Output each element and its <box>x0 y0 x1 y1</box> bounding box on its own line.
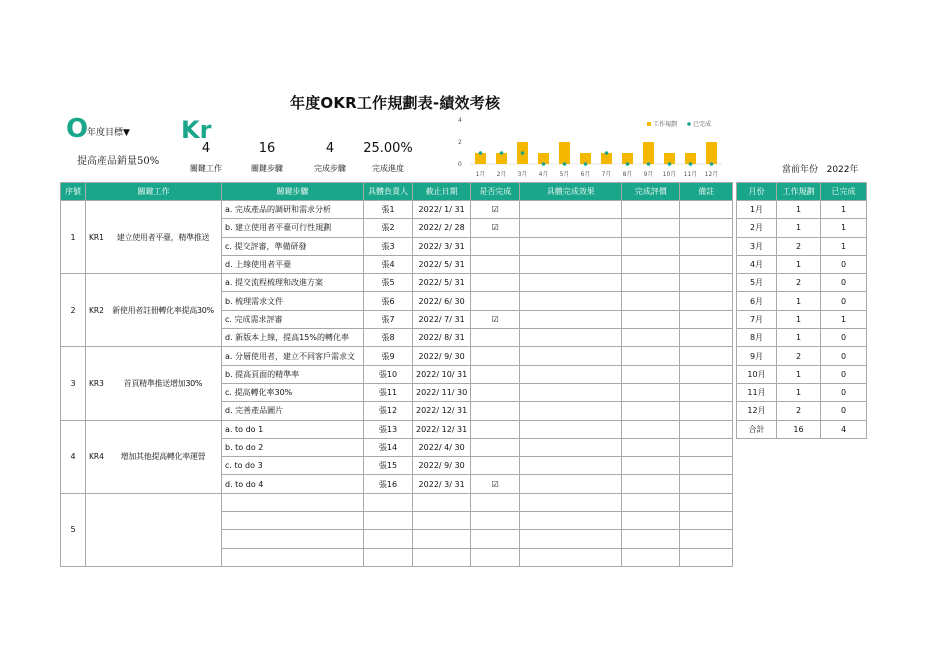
effect-cell[interactable] <box>520 530 622 548</box>
month-row <box>737 402 867 420</box>
effect-cell[interactable] <box>520 219 622 237</box>
effect-cell[interactable] <box>520 420 622 438</box>
deadline-cell[interactable] <box>413 493 471 511</box>
dot-completed <box>710 162 714 166</box>
month-cell: 4月 <box>737 255 777 273</box>
bar-planned <box>559 142 570 164</box>
legend-swatch-completed <box>687 122 691 126</box>
month-row <box>737 383 867 401</box>
done-checkbox[interactable] <box>471 292 520 310</box>
main-header-6: 具體完成效果 <box>520 183 622 201</box>
evaluation-cell[interactable] <box>622 402 680 420</box>
month-row <box>737 329 867 347</box>
key-work-cell[interactable] <box>86 493 222 566</box>
remark-cell[interactable] <box>680 347 733 365</box>
done-checkbox[interactable]: ☑ <box>471 219 520 237</box>
stat-key-steps-value: 16 <box>258 141 276 156</box>
month-cell: 1月 <box>737 201 777 219</box>
evaluation-cell[interactable] <box>622 548 680 566</box>
planned-cell: 1 <box>777 310 821 328</box>
legend-label-planned: 工作規劃 <box>653 121 678 128</box>
key-work-cell[interactable] <box>86 201 222 274</box>
planned-cell: 2 <box>777 347 821 365</box>
completed-cell: 1 <box>821 201 867 219</box>
step-cell[interactable]: a. 分層使用者，建立不同客戶需求文 <box>222 347 364 365</box>
dot-completed <box>626 162 630 166</box>
owner-cell[interactable]: 張9 <box>364 347 413 365</box>
effect-cell[interactable] <box>520 548 622 566</box>
month-row <box>737 292 867 310</box>
x-tick-label: 3月 <box>517 171 528 178</box>
step-cell[interactable]: c. 完成需求評審 <box>222 310 364 328</box>
table-row <box>61 347 733 365</box>
done-checkbox[interactable]: ☑ <box>471 201 520 219</box>
month-row <box>737 237 867 255</box>
main-header-2: 關鍵步驟 <box>222 183 364 201</box>
deadline-cell[interactable]: 2022/ 3/ 31 <box>413 475 471 493</box>
month-table <box>736 182 867 439</box>
effect-cell[interactable] <box>520 493 622 511</box>
done-checkbox[interactable] <box>471 329 520 347</box>
month-cell: 11月 <box>737 383 777 401</box>
x-tick-label: 10月 <box>662 171 677 178</box>
done-checkbox[interactable] <box>471 457 520 475</box>
group-number: 2 <box>61 274 86 347</box>
effect-cell[interactable] <box>520 475 622 493</box>
x-tick-label: 1月 <box>475 171 486 178</box>
planned-cell: 2 <box>777 274 821 292</box>
stat-progress-value: 25.00% <box>363 141 413 156</box>
done-checkbox[interactable] <box>471 383 520 401</box>
month-cell: 5月 <box>737 274 777 292</box>
remark-cell[interactable] <box>680 530 733 548</box>
done-checkbox[interactable] <box>471 274 520 292</box>
group-number: 1 <box>61 201 86 274</box>
month-cell: 9月 <box>737 347 777 365</box>
completed-cell: 1 <box>821 310 867 328</box>
legend-swatch-planned <box>647 122 651 126</box>
dot-completed <box>479 151 483 155</box>
month-cell: 3月 <box>737 237 777 255</box>
remark-cell[interactable] <box>680 420 733 438</box>
month-row <box>737 201 867 219</box>
deadline-cell[interactable]: 2022/ 6/ 30 <box>413 292 471 310</box>
evaluation-cell[interactable] <box>622 255 680 273</box>
month-cell: 12月 <box>737 402 777 420</box>
done-checkbox[interactable] <box>471 438 520 456</box>
y-tick-label: 0 <box>458 161 462 168</box>
page-title: 年度OKR工作規劃表-績效考核 <box>290 94 501 112</box>
x-tick-label: 9月 <box>643 171 654 178</box>
main-header-7: 完成評價 <box>622 183 680 201</box>
key-work-text: 增加其他提高轉化率運營 <box>120 452 206 462</box>
step-cell[interactable]: c. 提交評審，準備研發 <box>222 237 364 255</box>
owner-cell[interactable] <box>364 530 413 548</box>
evaluation-cell[interactable] <box>622 493 680 511</box>
month-header-1: 工作規劃 <box>777 183 821 201</box>
effect-cell[interactable] <box>520 329 622 347</box>
planned-cell: 1 <box>777 365 821 383</box>
deadline-cell[interactable]: 2022/ 2/ 28 <box>413 219 471 237</box>
step-cell[interactable]: d. 新版本上線，提高15%的轉化率 <box>222 329 364 347</box>
key-work-text: 建立使用者平臺，精準推送 <box>116 232 210 242</box>
completed-cell: 0 <box>821 329 867 347</box>
key-work-text: 新使用者註冊轉化率提高30% <box>112 305 214 315</box>
x-tick-label: 11月 <box>683 171 698 178</box>
planned-cell: 16 <box>777 420 821 438</box>
step-cell[interactable]: c. 提高轉化率30% <box>222 383 364 401</box>
owner-cell[interactable] <box>364 548 413 566</box>
table-row <box>61 420 733 438</box>
effect-cell[interactable] <box>520 438 622 456</box>
completed-cell: 4 <box>821 420 867 438</box>
completed-cell: 0 <box>821 274 867 292</box>
remark-cell[interactable] <box>680 402 733 420</box>
x-tick-label: 6月 <box>580 171 591 178</box>
x-tick-label: 12月 <box>704 171 719 178</box>
step-cell[interactable] <box>222 548 364 566</box>
step-cell[interactable]: a. 完成產品的調研和需求分析 <box>222 201 364 219</box>
owner-cell[interactable]: 張15 <box>364 457 413 475</box>
month-cell: 10月 <box>737 365 777 383</box>
month-cell: 合計 <box>737 420 777 438</box>
evaluation-cell[interactable] <box>622 383 680 401</box>
evaluation-cell[interactable] <box>622 512 680 530</box>
effect-cell[interactable] <box>520 201 622 219</box>
owner-cell[interactable]: 張8 <box>364 329 413 347</box>
owner-cell[interactable]: 張6 <box>364 292 413 310</box>
goal-dropdown[interactable]: 年度目標▼ <box>87 128 130 138</box>
x-tick-label: 2月 <box>496 171 507 178</box>
planned-cell: 1 <box>777 292 821 310</box>
stat-done-steps-value: 4 <box>325 141 335 156</box>
step-cell[interactable]: b. to do 2 <box>222 438 364 456</box>
step-cell[interactable]: d. 完善產品圖片 <box>222 402 364 420</box>
deadline-cell[interactable]: 2022/ 5/ 31 <box>413 255 471 273</box>
group-number: 4 <box>61 420 86 493</box>
kr-letter: Kr <box>181 116 212 144</box>
table-row <box>61 493 733 511</box>
effect-cell[interactable] <box>520 255 622 273</box>
dot-completed <box>689 162 693 166</box>
remark-cell[interactable] <box>680 457 733 475</box>
owner-cell[interactable]: 張1 <box>364 201 413 219</box>
remark-cell[interactable] <box>680 255 733 273</box>
planned-cell: 1 <box>777 201 821 219</box>
deadline-cell[interactable]: 2022/ 9/ 30 <box>413 457 471 475</box>
evaluation-cell[interactable] <box>622 329 680 347</box>
owner-cell[interactable]: 張13 <box>364 420 413 438</box>
step-cell[interactable]: b. 建立使用者平臺可行性規劃 <box>222 219 364 237</box>
month-row <box>737 219 867 237</box>
evaluation-cell[interactable] <box>622 219 680 237</box>
key-work-text: 首頁精準推送增加30% <box>123 378 203 388</box>
step-cell[interactable]: b. 梳理需求文件 <box>222 292 364 310</box>
dot-completed <box>584 162 588 166</box>
completed-cell: 1 <box>821 219 867 237</box>
done-checkbox[interactable] <box>471 493 520 511</box>
month-row <box>737 274 867 292</box>
done-checkbox[interactable]: ☑ <box>471 475 520 493</box>
group-number: 5 <box>61 493 86 566</box>
remark-cell[interactable] <box>680 475 733 493</box>
deadline-cell[interactable] <box>413 512 471 530</box>
remark-cell[interactable] <box>680 329 733 347</box>
owner-cell[interactable]: 張7 <box>364 310 413 328</box>
remark-cell[interactable] <box>680 201 733 219</box>
x-tick-label: 8月 <box>622 171 633 178</box>
group-number: 3 <box>61 347 86 420</box>
planned-cell: 1 <box>777 255 821 273</box>
stat-done-steps-label: 完成步驟 <box>314 164 346 173</box>
current-year <box>782 162 859 175</box>
kr-code: KR1 <box>89 232 104 242</box>
deadline-cell[interactable]: 2022/ 8/ 31 <box>413 329 471 347</box>
kr-code: KR4 <box>89 452 104 462</box>
month-row <box>737 365 867 383</box>
evaluation-cell[interactable] <box>622 310 680 328</box>
goal-letter: O <box>66 114 89 144</box>
remark-cell[interactable] <box>680 512 733 530</box>
owner-cell[interactable]: 張2 <box>364 219 413 237</box>
deadline-cell[interactable]: 2022/ 7/ 31 <box>413 310 471 328</box>
planned-cell: 1 <box>777 383 821 401</box>
month-cell: 8月 <box>737 329 777 347</box>
done-checkbox[interactable] <box>471 365 520 383</box>
kr-code: KR2 <box>89 305 104 315</box>
planned-cell: 2 <box>777 237 821 255</box>
deadline-cell[interactable]: 2022/ 9/ 30 <box>413 347 471 365</box>
month-header-0: 月份 <box>737 183 777 201</box>
year-label: 當前年份 <box>782 165 819 175</box>
evaluation-cell[interactable] <box>622 420 680 438</box>
effect-cell[interactable] <box>520 310 622 328</box>
main-header-8: 備註 <box>680 183 733 201</box>
kr-code: KR3 <box>89 378 104 388</box>
dot-completed <box>542 162 546 166</box>
step-cell[interactable] <box>222 512 364 530</box>
key-work-cell[interactable] <box>86 347 222 420</box>
y-tick-label: 2 <box>458 139 462 146</box>
owner-cell[interactable] <box>364 493 413 511</box>
done-checkbox[interactable] <box>471 237 520 255</box>
main-header-1: 關鍵工作 <box>86 183 222 201</box>
owner-cell[interactable]: 張5 <box>364 274 413 292</box>
owner-cell[interactable]: 張12 <box>364 402 413 420</box>
deadline-cell[interactable]: 2022/ 10/ 31 <box>413 365 471 383</box>
main-header-5: 是否完成 <box>471 183 520 201</box>
completed-cell: 0 <box>821 347 867 365</box>
evaluation-cell[interactable] <box>622 530 680 548</box>
effect-cell[interactable] <box>520 365 622 383</box>
key-work-cell[interactable] <box>86 274 222 347</box>
stat-key-steps-label: 關鍵步驟 <box>251 164 283 173</box>
owner-cell[interactable]: 張3 <box>364 237 413 255</box>
effect-cell[interactable] <box>520 512 622 530</box>
step-cell[interactable]: d. to do 4 <box>222 475 364 493</box>
month-cell: 2月 <box>737 219 777 237</box>
owner-cell[interactable]: 張14 <box>364 438 413 456</box>
month-row <box>737 420 867 438</box>
bar-planned <box>706 142 717 164</box>
completed-cell: 0 <box>821 402 867 420</box>
effect-cell[interactable] <box>520 383 622 401</box>
completed-cell: 0 <box>821 292 867 310</box>
owner-cell[interactable] <box>364 512 413 530</box>
remark-cell[interactable] <box>680 493 733 511</box>
remark-cell[interactable] <box>680 365 733 383</box>
evaluation-cell[interactable] <box>622 365 680 383</box>
planned-cell: 1 <box>777 329 821 347</box>
dot-completed <box>500 151 504 155</box>
owner-cell[interactable]: 張10 <box>364 365 413 383</box>
x-tick-label: 5月 <box>559 171 570 178</box>
done-checkbox[interactable] <box>471 420 520 438</box>
step-cell[interactable] <box>222 493 364 511</box>
year-value: 2022年 <box>826 165 859 175</box>
owner-cell[interactable]: 張16 <box>364 475 413 493</box>
month-cell: 6月 <box>737 292 777 310</box>
step-cell[interactable]: b. 提高頁面的精準率 <box>222 365 364 383</box>
evaluation-cell[interactable] <box>622 274 680 292</box>
completed-cell: 0 <box>821 255 867 273</box>
y-tick-label: 4 <box>458 117 462 124</box>
evaluation-cell[interactable] <box>622 347 680 365</box>
main-header-3: 具體負責人 <box>364 183 413 201</box>
remark-cell[interactable] <box>680 292 733 310</box>
remark-cell[interactable] <box>680 383 733 401</box>
remark-cell[interactable] <box>680 310 733 328</box>
effect-cell[interactable] <box>520 237 622 255</box>
okr-table <box>60 182 733 567</box>
deadline-cell[interactable]: 2022/ 5/ 31 <box>413 274 471 292</box>
remark-cell[interactable] <box>680 274 733 292</box>
done-checkbox[interactable] <box>471 512 520 530</box>
remark-cell[interactable] <box>680 438 733 456</box>
key-work-cell[interactable] <box>86 420 222 493</box>
done-checkbox[interactable]: ☑ <box>471 310 520 328</box>
deadline-cell[interactable] <box>413 548 471 566</box>
dot-completed <box>521 151 525 155</box>
dot-completed <box>668 162 672 166</box>
x-tick-label: 4月 <box>538 171 549 178</box>
remark-cell[interactable] <box>680 548 733 566</box>
remark-cell[interactable] <box>680 237 733 255</box>
month-row <box>737 347 867 365</box>
month-row <box>737 310 867 328</box>
deadline-cell[interactable]: 2022/ 1/ 31 <box>413 201 471 219</box>
evaluation-cell[interactable] <box>622 292 680 310</box>
goal-text: 提高產品銷量50% <box>77 156 160 167</box>
owner-cell[interactable]: 張4 <box>364 255 413 273</box>
done-checkbox[interactable] <box>471 402 520 420</box>
completed-cell: 0 <box>821 383 867 401</box>
owner-cell[interactable]: 張11 <box>364 383 413 401</box>
dot-completed <box>647 162 651 166</box>
main-header-4: 截止日期 <box>413 183 471 201</box>
step-cell[interactable]: a. 提交流程梳理和改進方案 <box>222 274 364 292</box>
step-cell[interactable]: a. to do 1 <box>222 420 364 438</box>
completed-cell: 1 <box>821 237 867 255</box>
effect-cell[interactable] <box>520 457 622 475</box>
completed-cell: 0 <box>821 365 867 383</box>
evaluation-cell[interactable] <box>622 457 680 475</box>
effect-cell[interactable] <box>520 402 622 420</box>
bar-planned <box>643 142 654 164</box>
evaluation-cell[interactable] <box>622 475 680 493</box>
remark-cell[interactable] <box>680 219 733 237</box>
step-cell[interactable]: d. 上線使用者平臺 <box>222 255 364 273</box>
month-cell: 7月 <box>737 310 777 328</box>
effect-cell[interactable] <box>520 274 622 292</box>
stat-progress-label: 完成進度 <box>372 164 404 173</box>
deadline-cell[interactable]: 2022/ 12/ 31 <box>413 420 471 438</box>
x-tick-label: 7月 <box>601 171 612 178</box>
evaluation-cell[interactable] <box>622 438 680 456</box>
month-header-2: 已完成 <box>821 183 867 201</box>
evaluation-cell[interactable] <box>622 237 680 255</box>
table-row <box>61 274 733 292</box>
planned-cell: 1 <box>777 219 821 237</box>
legend-label-completed: 已完成 <box>693 121 712 128</box>
table-row <box>61 201 733 219</box>
deadline-cell[interactable]: 2022/ 3/ 31 <box>413 237 471 255</box>
deadline-cell[interactable]: 2022/ 11/ 30 <box>413 383 471 401</box>
deadline-cell[interactable]: 2022/ 4/ 30 <box>413 438 471 456</box>
dot-completed <box>563 162 567 166</box>
done-checkbox[interactable] <box>471 530 520 548</box>
main-header-0: 序號 <box>61 183 86 201</box>
done-checkbox[interactable] <box>471 255 520 273</box>
effect-cell[interactable] <box>520 292 622 310</box>
dot-completed <box>605 151 609 155</box>
done-checkbox[interactable] <box>471 548 520 566</box>
deadline-cell[interactable] <box>413 530 471 548</box>
stat-key-work-label: 關鍵工作 <box>190 164 222 173</box>
evaluation-cell[interactable] <box>622 201 680 219</box>
effect-cell[interactable] <box>520 347 622 365</box>
monthly-chart <box>454 116 734 180</box>
planned-cell: 2 <box>777 402 821 420</box>
step-cell[interactable]: c. to do 3 <box>222 457 364 475</box>
done-checkbox[interactable] <box>471 347 520 365</box>
deadline-cell[interactable]: 2022/ 12/ 31 <box>413 402 471 420</box>
month-row <box>737 255 867 273</box>
step-cell[interactable] <box>222 530 364 548</box>
stat-key-work-value: 4 <box>201 141 211 156</box>
